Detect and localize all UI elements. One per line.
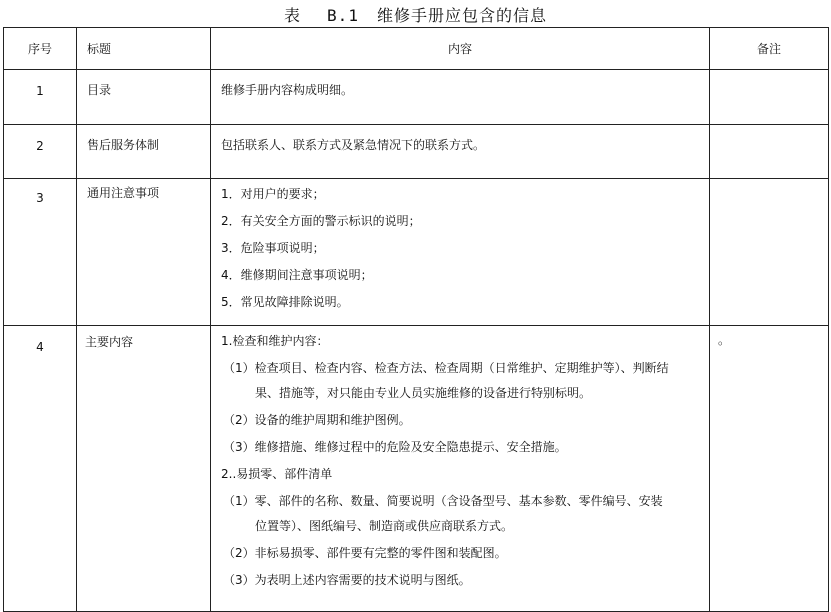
row-seq: 1 <box>4 70 77 125</box>
list-item: （1）零、部件的名称、数量、简要说明（含设备型号、基本参数、零件编号、安装 <box>223 494 663 508</box>
row-remarks <box>710 125 829 179</box>
list-item: （2）设备的维护周期和维护图例。 <box>223 413 411 427</box>
table-row <box>4 326 829 612</box>
row-remarks <box>710 70 829 125</box>
list-item: 5．常见故障排除说明。 <box>221 295 349 309</box>
row-content <box>211 179 710 326</box>
table-caption <box>0 3 831 26</box>
header-remarks: 备注 <box>710 28 829 70</box>
list-item: 4．维修期间注意事项说明； <box>221 268 373 282</box>
caption-prefix: 表 <box>284 6 302 25</box>
header-heading: 标题 <box>77 28 211 70</box>
header-row <box>4 28 829 70</box>
caption-number: B.1 <box>327 6 359 25</box>
list-item: （3）为表明上述内容需要的技术说明与图纸。 <box>223 573 471 587</box>
row-heading: 主要内容 <box>77 326 211 612</box>
row-content: 包括联系人、联系方式及紧急情况下的联系方式。 <box>211 125 710 179</box>
row-heading: 售后服务体制 <box>77 125 211 179</box>
maintenance-manual-table <box>3 27 829 612</box>
row-seq: 3 <box>4 179 77 326</box>
list-item: 3．危险事项说明； <box>221 241 325 255</box>
table-row <box>4 179 829 326</box>
list-item: 果、措施等，对只能由专业人员实施维修的设备进行特别标明。 <box>255 386 592 400</box>
table-row <box>4 70 829 125</box>
row-heading: 通用注意事项 <box>77 179 211 326</box>
list-item: 1．对用户的要求； <box>221 187 325 201</box>
table-row <box>4 125 829 179</box>
list-item: 位置等）、图纸编号、制造商或供应商联系方式。 <box>255 519 514 533</box>
list-item: 1.检查和维护内容： <box>221 334 329 348</box>
list-item: （1）检查项目、检查内容、检查方法、检查周期（日常维护、定期维护等）、判断结 <box>223 361 669 375</box>
row-heading: 目录 <box>77 70 211 125</box>
list-item: （3）维修措施、维修过程中的危险及安全隐患提示、安全措施。 <box>223 440 567 454</box>
list-item: 2..易损零、部件清单 <box>221 467 333 481</box>
list-item: 2．有关安全方面的警示标识的说明； <box>221 214 421 228</box>
header-seq: 序号 <box>4 28 77 70</box>
row-remarks: 。 <box>710 326 829 612</box>
row-content: 维修手册内容构成明细。 <box>211 70 710 125</box>
row-content <box>211 326 710 612</box>
list-item: （2）非标易损零、部件要有完整的零件图和装配图。 <box>223 546 507 560</box>
header-content: 内容 <box>211 28 710 70</box>
caption-text: 维修手册应包含的信息 <box>376 6 547 25</box>
row-seq: 4 <box>4 326 77 612</box>
row-seq: 2 <box>4 125 77 179</box>
row-remarks <box>710 179 829 326</box>
